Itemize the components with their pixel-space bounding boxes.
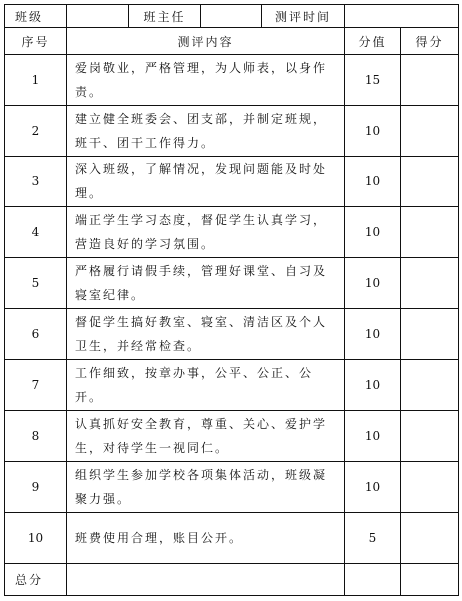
class-label: 班级 <box>5 5 67 28</box>
row-content: 建立健全班委会、团支部，并制定班规，班干、团干工作得力。 <box>67 105 345 156</box>
row-content: 端正学生学习态度，督促学生认真学习，营造良好的学习氛围。 <box>67 207 345 258</box>
row-number: 8 <box>5 410 67 461</box>
row-content: 组织学生参加学校各项集体活动，班级凝聚力强。 <box>67 461 345 512</box>
row-content: 班费使用合理，账目公开。 <box>67 512 345 564</box>
row-points: 10 <box>345 410 401 461</box>
row-points: 10 <box>345 461 401 512</box>
column-header-row <box>5 28 459 54</box>
time-value-field[interactable] <box>345 5 459 28</box>
row-points: 15 <box>345 54 401 105</box>
table-row <box>5 410 459 461</box>
column-header-score: 得分 <box>401 28 459 54</box>
total-row <box>5 564 459 596</box>
table-row <box>5 359 459 410</box>
row-number: 3 <box>5 156 67 207</box>
info-row <box>5 5 459 28</box>
row-points: 10 <box>345 359 401 410</box>
row-number: 1 <box>5 54 67 105</box>
row-score-field[interactable] <box>401 156 459 207</box>
table-row <box>5 309 459 360</box>
table-row <box>5 258 459 309</box>
table-row <box>5 461 459 512</box>
row-score-field[interactable] <box>401 309 459 360</box>
row-score-field[interactable] <box>401 105 459 156</box>
row-points: 5 <box>345 512 401 564</box>
row-number: 2 <box>5 105 67 156</box>
row-number: 5 <box>5 258 67 309</box>
row-score-field[interactable] <box>401 359 459 410</box>
column-header-points: 分值 <box>345 28 401 54</box>
row-number: 7 <box>5 359 67 410</box>
teacher-value-field[interactable] <box>201 5 262 28</box>
row-content: 认真抓好安全教育，尊重、关心、爱护学生，对待学生一视同仁。 <box>67 410 345 461</box>
row-content: 爱岗敬业，严格管理，为人师表，以身作责。 <box>67 54 345 105</box>
row-points: 10 <box>345 258 401 309</box>
row-score-field[interactable] <box>401 54 459 105</box>
row-content: 严格履行请假手续，管理好课堂、自习及寝室纪律。 <box>67 258 345 309</box>
row-score-field[interactable] <box>401 207 459 258</box>
teacher-label: 班主任 <box>129 5 201 28</box>
row-score-field[interactable] <box>401 461 459 512</box>
row-number: 6 <box>5 309 67 360</box>
row-points: 10 <box>345 105 401 156</box>
row-content: 督促学生搞好教室、寝室、清洁区及个人卫生，并经常检查。 <box>67 309 345 360</box>
total-empty-cell <box>67 564 345 596</box>
row-number: 9 <box>5 461 67 512</box>
column-header-content: 测评内容 <box>67 28 345 54</box>
total-label: 总分 <box>5 564 67 596</box>
row-score-field[interactable] <box>401 512 459 564</box>
row-score-field[interactable] <box>401 410 459 461</box>
class-value-field[interactable] <box>67 5 129 28</box>
evaluation-form <box>4 4 458 596</box>
row-content: 工作细致，按章办事，公平、公正、公开。 <box>67 359 345 410</box>
table-row <box>5 512 459 564</box>
evaluation-table <box>4 4 459 596</box>
time-label: 测评时间 <box>262 5 345 28</box>
total-score-field[interactable] <box>401 564 459 596</box>
row-number: 10 <box>5 512 67 564</box>
table-row <box>5 207 459 258</box>
table-row <box>5 156 459 207</box>
row-points: 10 <box>345 309 401 360</box>
row-number: 4 <box>5 207 67 258</box>
row-points: 10 <box>345 156 401 207</box>
row-score-field[interactable] <box>401 258 459 309</box>
row-content: 深入班级，了解情况，发现问题能及时处理。 <box>67 156 345 207</box>
column-header-no: 序号 <box>5 28 67 54</box>
total-points-cell <box>345 564 401 596</box>
row-points: 10 <box>345 207 401 258</box>
table-row <box>5 54 459 105</box>
table-row <box>5 105 459 156</box>
